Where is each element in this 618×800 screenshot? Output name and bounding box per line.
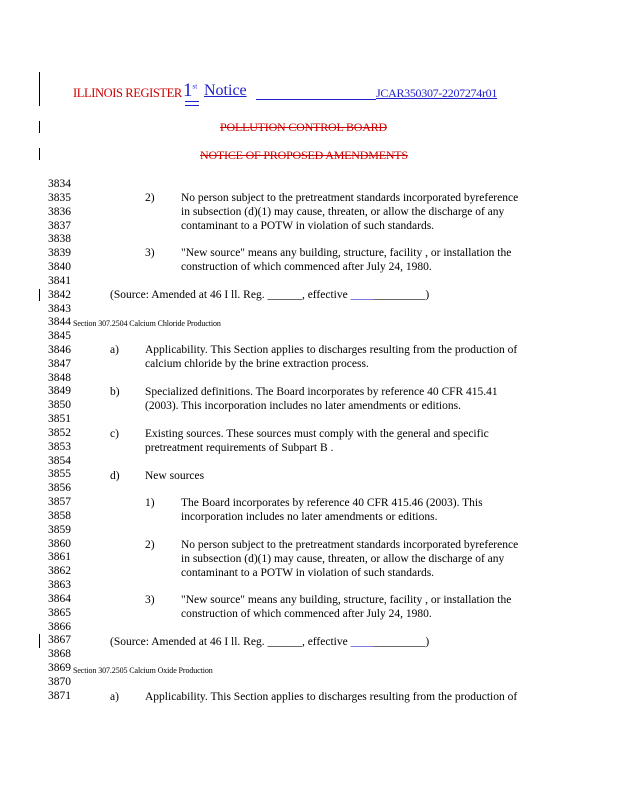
item-label: 3): [145, 247, 155, 259]
item-label: 1): [145, 497, 155, 509]
source-text: (Source: Amended at 46 I ll. Reg. ______, effective: [110, 636, 351, 648]
line-number: 3849: [48, 385, 71, 398]
page-num: 1: [183, 80, 193, 101]
notice-title: Notice: [204, 82, 247, 99]
line-number: 3853: [48, 440, 71, 453]
line-number: 3848: [48, 371, 71, 384]
change-bar: [39, 289, 40, 301]
source-tail: _________): [373, 289, 430, 301]
line-number: 3856: [48, 482, 71, 495]
line-number: 3857: [48, 496, 71, 509]
line-number: 3839: [48, 247, 71, 260]
line-number: 3843: [48, 302, 71, 315]
section-heading: Section 307.2504 Calcium Chloride Production: [73, 319, 221, 328]
item-text: Applicability. This Section applies to discharges resulting from the production of: [145, 691, 518, 703]
notice-type: NOTICE OF PROPOSED AMENDMENTS: [200, 148, 408, 162]
line-number: 3852: [48, 426, 71, 439]
line-number: 3863: [48, 579, 71, 592]
effective-blank: ____: [350, 636, 374, 648]
line-number: 3855: [48, 468, 71, 481]
line-number: 3850: [48, 399, 71, 412]
line-number: 3867: [48, 634, 71, 647]
item-text: contaminant to a POTW in violation of such standards.: [181, 220, 435, 232]
line-number: 3860: [48, 537, 71, 550]
line-number: 3865: [48, 606, 71, 619]
item-text: No person subject to the pretreatment standards incorporated byreference: [181, 539, 519, 551]
line-number: 3869: [48, 662, 71, 674]
source-note: [110, 289, 429, 302]
page-super: st: [192, 82, 198, 91]
line-number: 3836: [48, 205, 71, 218]
item-label: 2): [145, 539, 155, 551]
page-num-underline: [185, 101, 199, 106]
item-text: The Board incorporates by reference 40 CFR 415.46 (2003). This: [181, 497, 483, 509]
line-number: 3847: [48, 357, 71, 370]
item-text: in subsection (d)(1) may cause, threaten, or allow the discharge of any: [181, 553, 505, 565]
item-text: New sources: [145, 470, 205, 482]
item-text: construction of which commenced after July 24, 1980.: [181, 261, 432, 273]
page-number: [183, 80, 197, 102]
line-number: 3837: [48, 219, 71, 232]
item-label: 3): [145, 594, 155, 606]
item-label: a): [110, 344, 119, 356]
board-name: POLLUTION CONTROL BOARD: [220, 120, 387, 134]
item-text: incorporation includes no later amendments or editions.: [181, 511, 438, 523]
line-number: 3864: [48, 592, 71, 605]
item-text: Applicability. This Section applies to discharges resulting from the production of: [145, 344, 518, 356]
line-number: 3858: [48, 509, 71, 522]
source-tail: _________): [373, 636, 430, 648]
item-text: "New source" means any building, structure, facility , or installation the: [181, 594, 512, 606]
line-number: 3841: [48, 274, 71, 287]
line-number: 3834: [48, 178, 71, 190]
line-number: 3862: [48, 565, 71, 578]
line-number: 3859: [48, 523, 71, 536]
line-number: 3854: [48, 454, 71, 467]
item-text: Specialized definitions. The Board incorporates by reference 40 CFR 415.41: [145, 386, 498, 398]
change-bar: [39, 121, 40, 133]
change-bar: [39, 148, 40, 160]
line-number: 3871: [48, 689, 71, 702]
item-text: "New source" means any building, structure, facility , or installation the: [181, 247, 512, 259]
line-number: 3840: [48, 261, 71, 273]
source-text: (Source: Amended at 46 I ll. Reg. ______, effective: [110, 289, 351, 301]
section-heading: Section 307.2505 Calcium Oxide Production: [73, 666, 213, 675]
item-text: contaminant to a POTW in violation of such standards.: [181, 567, 435, 579]
item-label: b): [110, 386, 120, 398]
item-text: pretreatment requirements of Subpart B .: [145, 442, 334, 454]
effective-blank: ____: [350, 289, 374, 301]
line-number: 3844: [48, 316, 71, 329]
line-number: 3838: [48, 233, 71, 246]
item-text: (2003). This incorporation includes no later amendments or editions.: [145, 400, 461, 412]
jcar-id: JCAR350307-2207274r01: [376, 86, 498, 100]
item-text: Existing sources. These sources must comply with the general and specific: [145, 428, 489, 440]
line-number: 3868: [48, 648, 71, 661]
register-label: ILLINOIS REGISTER: [73, 86, 182, 100]
line-number: 3835: [48, 191, 71, 204]
item-text: No person subject to the pretreatment standards incorporated byreference: [181, 192, 519, 204]
item-label: d): [110, 470, 120, 482]
line-number: 3851: [48, 413, 71, 426]
line-number: 3842: [48, 288, 71, 301]
item-text: in subsection (d)(1) may cause, threaten, or allow the discharge of any: [181, 206, 505, 218]
line-number: 3866: [48, 620, 71, 633]
line-number: 3861: [48, 551, 71, 564]
item-text: calcium chloride by the brine extraction process.: [145, 358, 369, 370]
item-label: c): [110, 428, 119, 440]
line-number: 3870: [48, 675, 71, 688]
change-bar: [39, 634, 40, 648]
line-number: 3846: [48, 344, 71, 356]
notice-underline-extension: [256, 99, 376, 100]
item-label: a): [110, 691, 119, 703]
change-bar: [39, 72, 40, 106]
item-text: construction of which commenced after July 24, 1980.: [181, 608, 432, 620]
line-number: 3845: [48, 330, 71, 343]
item-label: 2): [145, 192, 155, 204]
source-note: [110, 636, 429, 649]
